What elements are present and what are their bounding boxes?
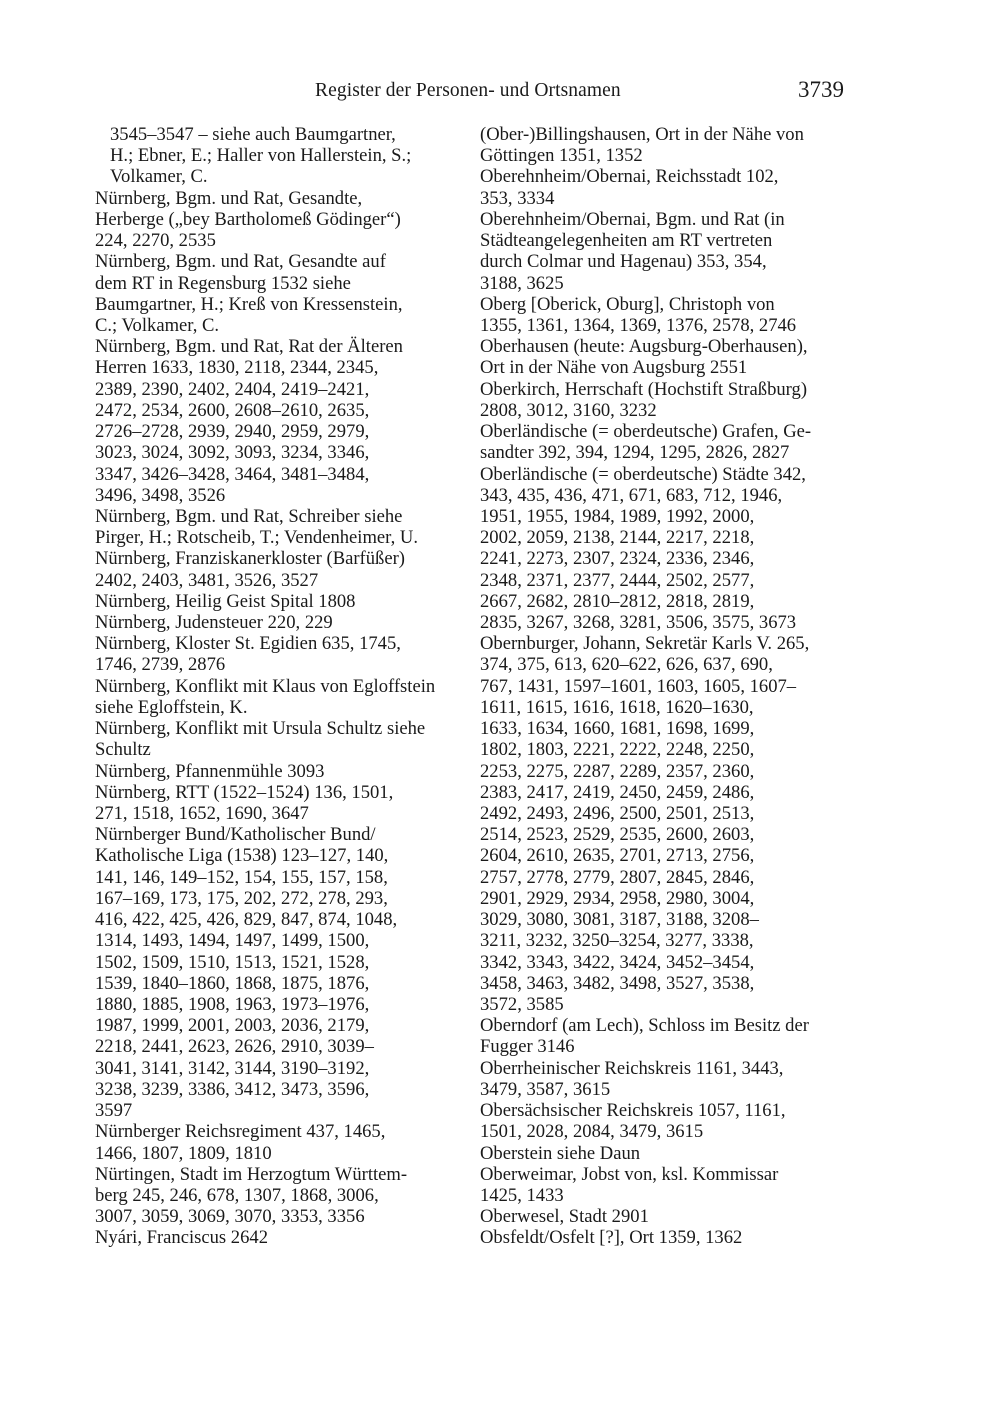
index-entry <box>480 379 860 421</box>
index-entry-line: Oberndorf (am Lech), Schloss im Besitz der <box>480 1015 809 1037</box>
index-entry-line: 2383, 2417, 2419, 2450, 2459, 2486, <box>480 781 755 803</box>
index-entry-line: Oberrheinischer Reichskreis 1161, 3443, <box>480 1057 784 1079</box>
index-entry <box>95 188 465 252</box>
index-entry <box>95 612 465 633</box>
index-entry-line: H.; Ebner, E.; Haller von Hallerstein, S.; <box>110 145 412 167</box>
index-entry <box>95 761 465 782</box>
running-title: Register der Personen- und Ortsnamen <box>315 80 621 101</box>
index-entry-line: 2757, 2778, 2779, 2807, 2845, 2846, <box>480 866 755 888</box>
index-entry-line: Nürnberg, Franziskanerkloster (Barfüßer) <box>95 548 405 570</box>
index-entry-line: Oberehnheim/Obernai, Bgm. und Rat (in <box>480 208 785 230</box>
index-entry <box>480 1015 860 1057</box>
index-entry <box>480 1227 860 1248</box>
index-entry <box>480 294 860 336</box>
index-entry <box>480 1164 860 1206</box>
index-entry-line: Nürnberg, Bgm. und Rat, Gesandte, <box>95 187 363 209</box>
index-entry <box>95 336 465 506</box>
index-entry-line: 374, 375, 613, 620–622, 626, 637, 690, <box>480 654 773 676</box>
index-entry-line: 3597 <box>95 1100 133 1122</box>
index-entry-line: 2835, 3267, 3268, 3281, 3506, 3575, 3673 <box>480 612 797 634</box>
index-entry-line: 3545–3547 – siehe auch Baumgartner, <box>110 124 396 145</box>
index-entry-line: Nürnberg, Konflikt mit Klaus von Egloffstein <box>95 675 436 697</box>
index-entry-line: Oberländische (= oberdeutsche) Grafen, Ge- <box>480 421 812 443</box>
index-entry-line: 2002, 2059, 2138, 2144, 2217, 2218, <box>480 527 755 549</box>
index-entry-line: 2901, 2929, 2934, 2958, 2980, 3004, <box>480 887 755 909</box>
index-entry-line: 1746, 2739, 2876 <box>95 654 226 676</box>
index-entry-line: 2241, 2273, 2307, 2324, 2336, 2346, <box>480 548 755 570</box>
index-entry-line: Obernburger, Johann, Sekretär Karls V. 265, <box>480 633 810 655</box>
index-entry-line: Obersächsischer Reichskreis 1057, 1161, <box>480 1100 786 1122</box>
index-entry-line: 2472, 2534, 2600, 2608–2610, 2635, <box>95 399 370 421</box>
index-entry <box>95 676 465 718</box>
index-entry-line: 1502, 1509, 1510, 1513, 1521, 1528, <box>95 951 370 973</box>
index-entry-line: siehe Egloffstein, K. <box>95 696 248 718</box>
index-entry-line: 1425, 1433 <box>480 1184 564 1206</box>
index-entry-line: Nürnberg, Kloster St. Egidien 635, 1745, <box>95 633 401 655</box>
index-entry-line: 3342, 3343, 3422, 3424, 3452–3454, <box>480 951 755 973</box>
index-entry-line: Pirger, H.; Rotscheib, T.; Vendenheimer, U. <box>95 527 418 549</box>
index-entry-line: 3458, 3463, 3482, 3498, 3527, 3538, <box>480 972 755 994</box>
index-entry-line: Städteangelegenheiten am RT vertreten <box>480 230 773 252</box>
index-entry-line: 343, 435, 436, 471, 671, 683, 712, 1946, <box>480 484 783 506</box>
index-entry-line: 167–169, 173, 175, 202, 272, 278, 293, <box>95 887 388 909</box>
index-entry-line: Baumgartner, H.; Kreß von Kressenstein, <box>95 293 403 315</box>
index-entry <box>95 1121 465 1163</box>
index-entry <box>95 782 465 824</box>
index-entry-line: 353, 3334 <box>480 187 555 209</box>
index-entry-line: Oberkirch, Herrschaft (Hochstift Straßburg) <box>480 378 808 400</box>
index-entry-line: Nürnberg, Judensteuer 220, 229 <box>95 612 333 634</box>
index-entry <box>95 1227 465 1248</box>
index-entry <box>480 1058 860 1100</box>
index-entry-line: dem RT in Regensburg 1532 siehe <box>95 272 351 294</box>
page-number: 3739 <box>798 77 844 102</box>
index-entry-line: sandter 392, 394, 1294, 1295, 2826, 2827 <box>480 442 790 464</box>
index-entry-line: Obsfeldt/Osfelt [?], Ort 1359, 1362 <box>480 1227 743 1249</box>
index-entry-line: 2667, 2682, 2810–2812, 2818, 2819, <box>480 590 755 612</box>
index-entry-line: 3188, 3625 <box>480 272 564 294</box>
index-entry-line: 2808, 3012, 3160, 3232 <box>480 399 657 421</box>
index-entry <box>95 824 465 1121</box>
index-entry <box>95 633 465 675</box>
index-entry-line: 3496, 3498, 3526 <box>95 484 226 506</box>
index-entry-line: 1355, 1361, 1364, 1369, 1376, 2578, 2746 <box>480 314 797 336</box>
index-entry-line: Fugger 3146 <box>480 1036 575 1058</box>
index-entry-line: Oberg [Oberick, Oburg], Christoph von <box>480 293 775 315</box>
index-entry-line: 3007, 3059, 3069, 3070, 3353, 3356 <box>95 1206 365 1228</box>
index-entry-line: 3347, 3426–3428, 3464, 3481–3484, <box>95 463 370 485</box>
index-entry-line: Nürnberg, Bgm. und Rat, Rat der Älteren <box>95 336 403 358</box>
index-entry <box>480 1206 860 1227</box>
index-entry-line: 2218, 2441, 2623, 2626, 2910, 3039– <box>95 1036 374 1058</box>
index-entry-line: Göttingen 1351, 1352 <box>480 145 643 167</box>
index-entry-line: 767, 1431, 1597–1601, 1603, 1605, 1607– <box>480 675 797 697</box>
index-entry-line: 1314, 1493, 1494, 1497, 1499, 1500, <box>95 930 370 952</box>
index-entry-line: 1880, 1885, 1908, 1963, 1973–1976, <box>95 993 370 1015</box>
index-entry <box>95 251 465 336</box>
index-entry <box>480 464 860 634</box>
index-entry <box>480 166 860 208</box>
index-entry-line: (Ober-)Billingshausen, Ort in der Nähe von <box>480 124 804 145</box>
index-entry <box>95 718 465 760</box>
index-entry-line: Oberhausen (heute: Augsburg-Oberhausen), <box>480 336 808 358</box>
index-entry-line: 3029, 3080, 3081, 3187, 3188, 3208– <box>480 909 759 931</box>
index-entry-line: 224, 2270, 2535 <box>95 230 216 252</box>
index-entry-line: Nürnberg, Konflikt mit Ursula Schultz siehe <box>95 718 426 740</box>
index-entry-line: 2348, 2371, 2377, 2444, 2502, 2577, <box>480 569 755 591</box>
index-entry <box>95 548 465 590</box>
index-entry-line: 2514, 2523, 2529, 2535, 2600, 2603, <box>480 824 755 846</box>
index-entry-continuation <box>95 124 465 188</box>
index-entry-line: Oberstein siehe Daun <box>480 1142 641 1164</box>
index-entry-line: Nürtingen, Stadt im Herzogtum Württem- <box>95 1163 408 1185</box>
index-entry-line: C.; Volkamer, C. <box>95 314 220 336</box>
index-entry <box>480 336 860 378</box>
index-entry-line: Nyári, Franciscus 2642 <box>95 1227 268 1249</box>
index-entry-line: Volkamer, C. <box>110 166 208 188</box>
index-entry <box>480 633 860 1015</box>
index-entry <box>95 506 465 548</box>
index-entry-line: 2389, 2390, 2402, 2404, 2419–2421, <box>95 378 370 400</box>
index-entry-line: 1802, 1803, 2221, 2222, 2248, 2250, <box>480 739 755 761</box>
index-entry-line: Nürnberg, RTT (1522–1524) 136, 1501, <box>95 781 394 803</box>
index-entry-line: 3023, 3024, 3092, 3093, 3234, 3346, <box>95 442 370 464</box>
index-entry-line: 1466, 1807, 1809, 1810 <box>95 1142 272 1164</box>
index-entry-line: Katholische Liga (1538) 123–127, 140, <box>95 845 389 867</box>
index-entry-line: Schultz <box>95 739 151 761</box>
index-entry-line: 3479, 3587, 3615 <box>480 1078 611 1100</box>
index-entry <box>480 209 860 294</box>
index-entry-line: durch Colmar und Hagenau) 353, 354, <box>480 251 767 273</box>
index-entry-line: Herberge („bey Bartholomeß Gödinger“) <box>95 208 401 230</box>
index-entry-line: 3238, 3239, 3386, 3412, 3473, 3596, <box>95 1078 370 1100</box>
index-entry-line: Nürnberger Bund/Katholischer Bund/ <box>95 824 376 846</box>
index-entry <box>480 124 860 166</box>
index-entry-line: 1633, 1634, 1660, 1681, 1698, 1699, <box>480 718 755 740</box>
index-column-right <box>480 124 860 1249</box>
index-entry-line: Oberländische (= oberdeutsche) Städte 342, <box>480 463 806 485</box>
index-entry-line: 1611, 1615, 1616, 1618, 1620–1630, <box>480 696 754 718</box>
index-entry-line: 1987, 1999, 2001, 2003, 2036, 2179, <box>95 1015 370 1037</box>
index-entry-line: Nürnberg, Pfannenmühle 3093 <box>95 760 325 782</box>
index-entry-line: Oberwesel, Stadt 2901 <box>480 1206 649 1228</box>
index-entry-line: 1951, 1955, 1984, 1989, 1992, 2000, <box>480 505 755 527</box>
index-entry-line: Oberweimar, Jobst von, ksl. Kommissar <box>480 1163 779 1185</box>
index-entry-line: 2492, 2493, 2496, 2500, 2501, 2513, <box>480 803 755 824</box>
index-entry-line: Nürnberg, Heilig Geist Spital 1808 <box>95 590 356 612</box>
index-entry-line: 2604, 2610, 2635, 2701, 2713, 2756, <box>480 845 755 867</box>
index-entry-line: 3572, 3585 <box>480 993 564 1015</box>
index-entry-line: Nürnberger Reichsregiment 437, 1465, <box>95 1121 386 1143</box>
index-entry-line: Ort in der Nähe von Augsburg 2551 <box>480 357 748 379</box>
index-entry-line: 141, 146, 149–152, 154, 155, 157, 158, <box>95 866 388 888</box>
index-entry-line: 1539, 1840–1860, 1868, 1875, 1876, <box>95 972 370 994</box>
index-entry-line: 2253, 2275, 2287, 2289, 2357, 2360, <box>480 760 755 782</box>
index-entry <box>95 1164 465 1228</box>
index-entry-line: Nürnberg, Bgm. und Rat, Gesandte auf <box>95 251 386 273</box>
index-entry <box>480 421 860 463</box>
index-entry-line: 2402, 2403, 3481, 3526, 3527 <box>95 569 319 591</box>
index-entry <box>95 591 465 612</box>
index-entry-line: 3211, 3232, 3250–3254, 3277, 3338, <box>480 930 754 952</box>
index-column-left <box>95 124 465 1249</box>
index-entry-line: 2726–2728, 2939, 2940, 2959, 2979, <box>95 421 370 443</box>
index-entry-line: 3041, 3141, 3142, 3144, 3190–3192, <box>95 1057 370 1079</box>
index-entry-line: 271, 1518, 1652, 1690, 3647 <box>95 803 309 824</box>
index-entry <box>480 1100 860 1142</box>
index-entry-line: berg 245, 246, 678, 1307, 1868, 3006, <box>95 1184 379 1206</box>
index-entry-line: 416, 422, 425, 426, 829, 847, 874, 1048, <box>95 909 398 931</box>
index-entry <box>480 1143 860 1164</box>
index-entry-line: Herren 1633, 1830, 2118, 2344, 2345, <box>95 357 379 379</box>
index-entry-line: Oberehnheim/Obernai, Reichsstadt 102, <box>480 166 779 188</box>
index-entry-line: Nürnberg, Bgm. und Rat, Schreiber siehe <box>95 505 403 527</box>
index-entry-line: 1501, 2028, 2084, 3479, 3615 <box>480 1121 704 1143</box>
